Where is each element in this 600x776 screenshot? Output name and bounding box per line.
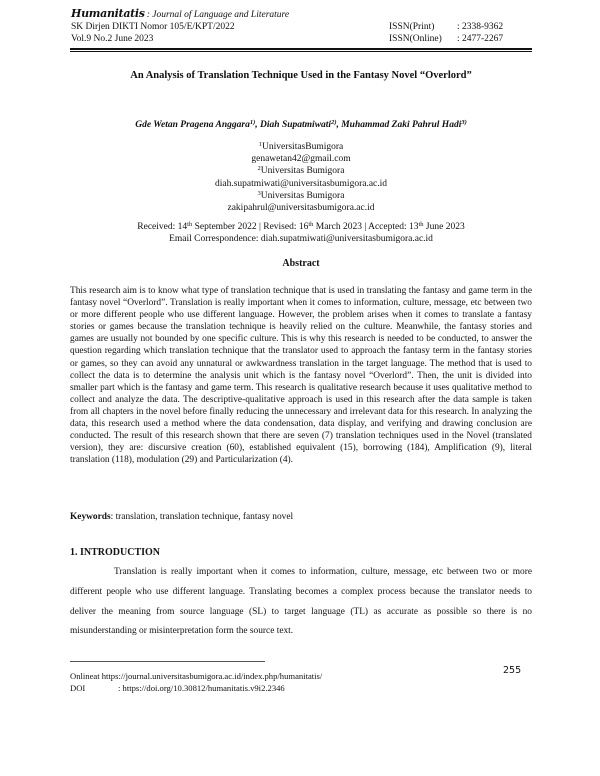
- email-correspondence: Email Correspondence: diah.supatmiwati@universitasbumigora.ac.id: [169, 234, 433, 244]
- page-number: 255: [503, 665, 522, 676]
- author-name: Diah Supatmiwati: [260, 120, 332, 130]
- doi-link[interactable]: : https://doi.org/10.30812/humanitatis.v9i2.2346: [118, 682, 285, 693]
- keywords: [70, 512, 532, 522]
- author-mark: 1): [249, 119, 256, 126]
- author-list: Gde Wetan Pragena Anggara$^{1)}$, Diah Supatmiwati$^{2)}$, Muhammad Zaki Pahrul Hadi$^{3)}$: [135, 119, 467, 130]
- date-line: Received: 14th September 2022 | Revised: 16th March 2023 | Accepted: 13th June 2023: [137, 221, 465, 232]
- journal-logo: Humanitatis: [71, 7, 145, 20]
- footer-rule: [70, 661, 265, 662]
- sk-number: SK Dirjen DIKTI Nomor 105/E/KPT/2022: [71, 22, 235, 32]
- introduction-text: Translation is really important when it comes to information, culture, message, etc between two or more different people who use different language. Translating becomes a complex process because the translator needs to deliver the meaning from source language (SL) to target language (TL) as accurate as possible so there is no misunderstanding or misinterpretation form the source text.: [70, 567, 532, 637]
- affiliation-email-2: diah.supatmiwati@universitasbumigora.ac.id: [214, 178, 388, 189]
- affiliations: [70, 141, 532, 214]
- author-mark: 2): [331, 119, 337, 126]
- section-heading-introduction: 1. INTRODUCTION: [70, 547, 161, 558]
- abstract-heading: Abstract: [282, 258, 320, 269]
- abstract-text: This research aim is to know what type of translation technique that is used in translating the fantasy and game term in the fantasy novel “Overlord”. Translation is really important when it comes to information, culture, message, etc between two or more different people who use different language. However, the problem arises when it comes to translate a fantasy stories or games because the translation technique is heavily relied on the culture. Meanwhile, the fantasy stories and games are usually not bounded by one specific culture. This is why this research is needed to be conducted, to answer the question regarding which translation technique that the translator used to approach the fantasy term in the fantasy stories or games, so they can avoid any unnatural or awkwardness translation in the target language. The method that is used to collect the data is to determine the analysis unit which is the fantasy novel “Overlord”. Then, the unit is divided into smaller part which is the fantasy and game term. This research is qualitative research because it uses qualitative method to collect and analyze the data. The descriptive-qualitative approach is used in this research after the data sample is taken from all chapters in the novel before finally reducing the unnecessary and irrelevant data for this research. In analyzing the data, this research used a method where the data condensation, data display, and verifying and drawing conclusion are conducted. The result of this research shown that there are seven (7) translation techniques used in the Novel (translated version), they are: discursive creation (60), established equivalent (15), borrowing (184), Amplification (9), literal translation (118), modulation (29) and Particularization (4).: [70, 286, 532, 466]
- footer: [70, 671, 532, 694]
- affiliation-email-1: genawetan42@gmail.com: [251, 154, 351, 165]
- author-name: Gde Wetan Pragena Anggara: [135, 120, 250, 130]
- header-rule-top: [70, 48, 532, 50]
- affiliation-1: $^1$UniversitasBumigora: [258, 141, 344, 152]
- issn-online-value: : 2477-2267: [457, 34, 504, 44]
- affiliation-2: $^2$Universitas Bumigora: [257, 165, 345, 177]
- issn-print-label: ISSN(Print): [389, 22, 435, 32]
- keywords-text: : translation, translation technique, fantasy novel: [110, 512, 294, 522]
- doi-label: DOI: [70, 682, 86, 693]
- author-mark: 3): [461, 119, 467, 126]
- issn-online-label: ISSN(Online): [389, 34, 442, 44]
- author-name: Muhammad Zaki Pahrul Hadi: [341, 120, 462, 130]
- journal-header: [71, 8, 532, 45]
- journal-name: : Journal of Language and Literature: [146, 10, 290, 20]
- keywords-label: Keywords: [70, 512, 111, 522]
- affiliation-email-3: zakipahrul@universitasbumigora.ac.id: [227, 203, 375, 214]
- footer-online-url[interactable]: Onlineat https://journal.universitasbumigora.ac.id/index.php/humanitatis/: [70, 671, 323, 681]
- paper-title: An Analysis of Translation Technique Used in the Fantasy Novel “Overlord”: [130, 70, 472, 81]
- volume-issue: Vol.9 No.2 June 2023: [71, 34, 154, 44]
- affiliation-3: $^3$Universitas Bumigora: [257, 189, 345, 201]
- submission-dates: [70, 221, 532, 245]
- issn-print-value: : 2338-9362: [457, 22, 504, 32]
- header-rule-bottom: [70, 51, 532, 52]
